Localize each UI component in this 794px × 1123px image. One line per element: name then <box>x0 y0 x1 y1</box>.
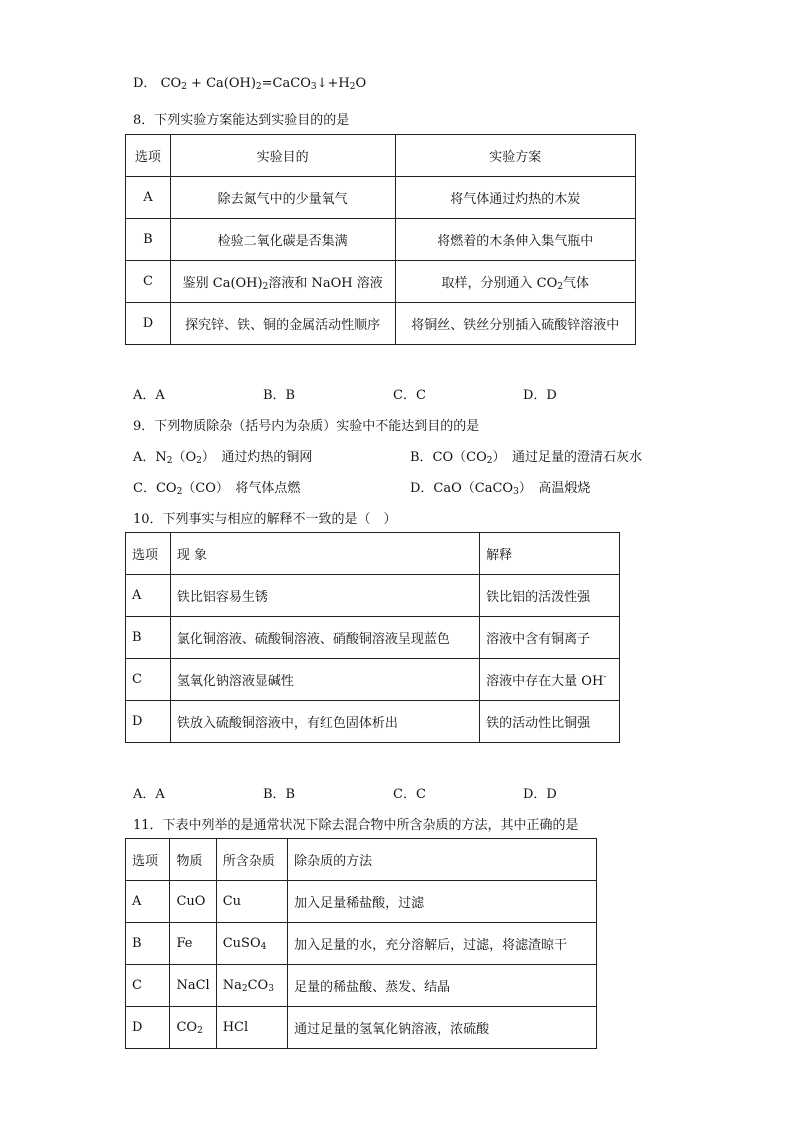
question-9-row-2 <box>133 477 591 497</box>
choice-a[interactable]: A．$N_2(O_2)$ 通过灼热的铜网 <box>133 450 313 466</box>
header-cell: 实验目的 <box>170 135 395 177</box>
table-cell: 除去氮气中的少量氧气 <box>170 177 395 219</box>
table-row <box>126 617 620 659</box>
table-cell: A <box>126 881 170 923</box>
table-cell: B <box>126 923 170 965</box>
header-cell: 解释 <box>480 533 620 575</box>
table-row <box>126 177 636 219</box>
choice-b[interactable]: B．B <box>263 388 296 403</box>
table-cell: 铁比铝容易生锈 <box>170 575 479 617</box>
table-row <box>126 701 620 743</box>
table-row <box>126 923 597 965</box>
option-d-equation <box>133 72 366 92</box>
table-cell: D <box>126 1007 170 1049</box>
question-8-choices <box>133 384 653 403</box>
table-header-row <box>126 839 597 881</box>
question-9-row-1 <box>133 446 643 466</box>
chemical-equation: $CO_2$ + $Ca(OH)_2=CaCO_3↓+H_2O$ <box>160 76 367 92</box>
table-cell: C <box>126 659 171 701</box>
table-cell: 将铜丝、铁丝分别插入硫酸锌溶液中 <box>395 303 636 345</box>
header-cell: 现 象 <box>170 533 479 575</box>
table-cell: 将气体通过灼热的木炭 <box>395 177 636 219</box>
table-cell: 足量的稀盐酸、蒸发、结晶 <box>288 965 597 1007</box>
table-cell: CuSO$_4$ <box>216 923 287 965</box>
header-cell: 物质 <box>170 839 216 881</box>
choice-c[interactable]: C．C <box>393 388 426 403</box>
table-cell: $CO_2$ <box>170 1007 216 1049</box>
question-8-table <box>125 134 636 345</box>
table-cell: 将燃着的木条伸入集气瓶中 <box>395 219 636 261</box>
table-cell: 通过足量的氢氧化钠溶液，浓硫酸 <box>288 1007 597 1049</box>
header-cell: 所含杂质 <box>216 839 287 881</box>
table-cell: 溶液中含有铜离子 <box>480 617 620 659</box>
table-cell: A <box>126 177 171 219</box>
table-cell: 铁放入硫酸铜溶液中，有红色固体析出 <box>170 701 479 743</box>
choice-d[interactable]: D．CaO（CaCO$_3$） 高温煅烧 <box>410 481 591 497</box>
choice-a[interactable]: A．A <box>133 388 165 403</box>
table-cell: D <box>126 701 171 743</box>
table-cell: 取样，分别通入 $CO_2$气体 <box>395 261 636 303</box>
choice-d[interactable]: D．D <box>523 787 557 802</box>
header-cell: 选项 <box>126 533 171 575</box>
question-11-title: 11．下表中列举的是通常状况下除去混合物中所含杂质的方法，其中正确的是 <box>133 818 579 833</box>
table-cell: B <box>126 617 171 659</box>
choice-b[interactable]: B．$CO(CO_2)$ 通过足量的澄清石灰水 <box>410 450 643 466</box>
table-cell: $Na_2CO_3$ <box>216 965 287 1007</box>
table-row <box>126 219 636 261</box>
table-header-row <box>126 533 620 575</box>
table-cell: C <box>126 261 171 303</box>
table-row <box>126 575 620 617</box>
table-row <box>126 1007 597 1049</box>
header-cell: 选项 <box>126 135 171 177</box>
table-cell: 加入足量的水，充分溶解后，过滤，将滤渣晾干 <box>288 923 597 965</box>
table-header-row <box>126 135 636 177</box>
question-10-choices <box>133 783 653 802</box>
table-row <box>126 965 597 1007</box>
header-cell: 除杂质的方法 <box>288 839 597 881</box>
question-8-title: 8．下列实验方案能达到实验目的的是 <box>133 113 350 128</box>
option-label: D． <box>133 76 157 91</box>
header-cell: 实验方案 <box>395 135 636 177</box>
table-row <box>126 261 636 303</box>
choice-b[interactable]: B．B <box>263 787 296 802</box>
table-cell: NaCl <box>170 965 216 1007</box>
choice-c[interactable]: C．$CO_2(CO)$ 将气体点燃 <box>133 481 301 497</box>
header-cell: 选项 <box>126 839 170 881</box>
table-cell: 探究锌、铁、铜的金属活动性顺序 <box>170 303 395 345</box>
table-cell: C <box>126 965 170 1007</box>
table-cell: CuO <box>170 881 216 923</box>
question-11-table <box>125 838 597 1049</box>
question-10-title: 10．下列事实与相应的解释不一致的是（ ） <box>133 512 397 527</box>
table-cell: 氯化铜溶液、硫酸铜溶液、硝酸铜溶液呈现蓝色 <box>170 617 479 659</box>
table-cell: 铁比铝的活泼性强 <box>480 575 620 617</box>
table-cell: D <box>126 303 171 345</box>
table-cell: HCl <box>216 1007 287 1049</box>
table-row <box>126 303 636 345</box>
table-cell: 加入足量稀盐酸，过滤 <box>288 881 597 923</box>
table-cell: Cu <box>216 881 287 923</box>
question-10-table <box>125 532 620 743</box>
table-cell: 溶液中存在大量 OH- <box>480 659 620 701</box>
table-cell: B <box>126 219 171 261</box>
choice-d[interactable]: D．D <box>523 388 557 403</box>
choice-c[interactable]: C．C <box>393 787 426 802</box>
table-cell: 氢氧化钠溶液显碱性 <box>170 659 479 701</box>
table-row <box>126 659 620 701</box>
table-cell: Fe <box>170 923 216 965</box>
table-row <box>126 881 597 923</box>
question-9-title: 9．下列物质除杂（括号内为杂质）实验中不能达到目的的是 <box>133 419 480 434</box>
choice-a[interactable]: A．A <box>133 787 165 802</box>
table-cell: 铁的活动性比铜强 <box>480 701 620 743</box>
table-cell: 鉴别 $Ca(OH)_2$溶液和 NaOH 溶液 <box>170 261 395 303</box>
table-cell: A <box>126 575 171 617</box>
table-cell: 检验二氧化碳是否集满 <box>170 219 395 261</box>
